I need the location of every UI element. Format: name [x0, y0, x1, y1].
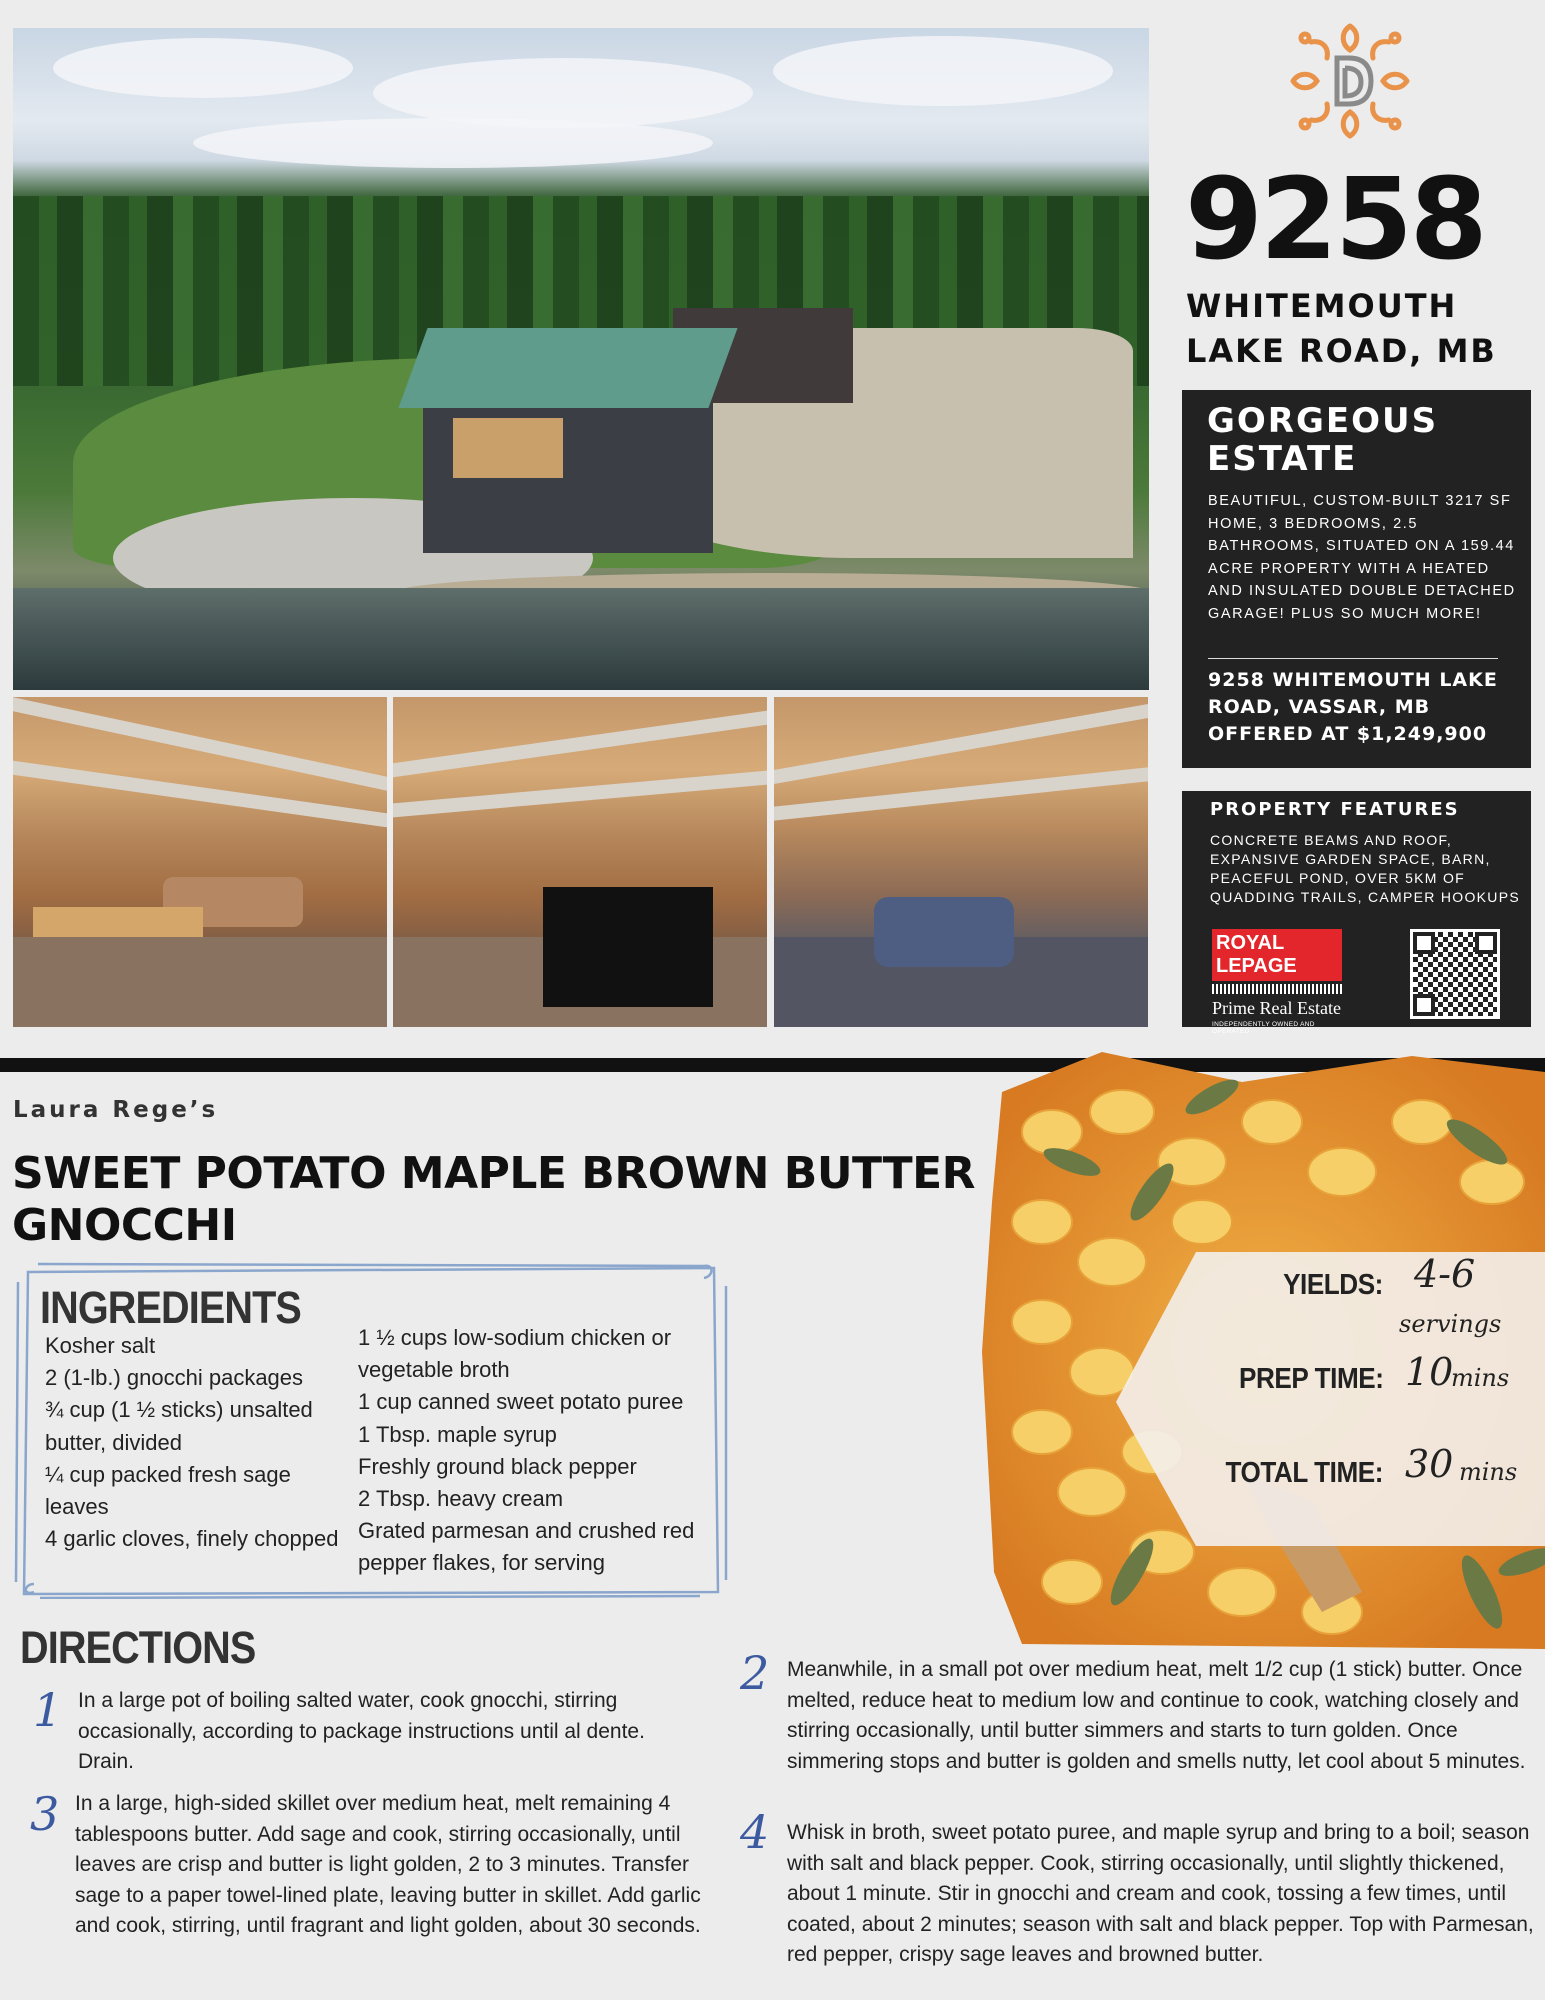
- ingredient-item: ¾ cup (1 ½ sticks) unsalted butter, divided: [45, 1397, 313, 1455]
- d-monogram-ornament-icon: [1283, 18, 1417, 144]
- step-text: In a large pot of boiling salted water, cook gnocchi, stirring occasionally, according to package instructions until al dente. Drain.: [78, 1689, 645, 1773]
- features-text: CONCRETE BEAMS AND ROOF, EXPANSIVE GARDEN SPACE, BARN, PEACEFUL POND, OVER 5KM OF QUADDING TRAILS, CAMPER HOOKUPS: [1210, 832, 1520, 905]
- interior-photo-living: [774, 697, 1148, 1027]
- step-text: Meanwhile, in a small pot over medium heat, melt 1/2 cup (1 stick) butter. Once melted, reduce heat to medium low and continue to cook, watching closely and stirring occasionally, until butter simmers and starts to turn golden. Once simmering stops and butter is golden and smells nutty, let cool about 5 minutes.: [787, 1658, 1526, 1773]
- ingredient-item: ¼ cup packed fresh sage leaves: [45, 1461, 291, 1520]
- qr-code-icon[interactable]: [1410, 929, 1500, 1019]
- ingredient-item: 1 cup canned sweet potato puree: [358, 1389, 684, 1415]
- address-street: WHITEMOUTH LAKE ROAD, MB: [1186, 287, 1497, 370]
- estate-summary-panel: [1182, 390, 1531, 768]
- brokerage-tagline: INDEPENDENTLY OWNED AND OPERATED: [1212, 1021, 1315, 1035]
- hero-aerial-photo: [13, 28, 1149, 690]
- divider: [1208, 658, 1498, 659]
- brokerage-brand: ROYAL LEPAGE: [1212, 929, 1342, 981]
- ingredient-item: Grated parmesan and crushed red pepper flakes, for serving: [358, 1518, 695, 1576]
- brokerage-stripes: [1212, 984, 1342, 994]
- ingredients-list-right: [358, 1322, 728, 1580]
- ingredient-item: 2 Tbsp. heavy cream: [358, 1486, 564, 1512]
- ingredients-title: INGREDIENTS: [40, 1282, 301, 1333]
- offer-price: [1208, 667, 1518, 748]
- total-time-label: TOTAL TIME:: [1225, 1457, 1383, 1489]
- total-time-unit: mins: [1459, 1458, 1518, 1486]
- ingredient-item: Freshly ground black pepper: [358, 1453, 637, 1479]
- recipe-title: SWEET POTATO MAPLE BROWN BUTTER GNOCCHI: [12, 1148, 976, 1251]
- step-number: 2: [740, 1646, 770, 1700]
- ingredient-item: 1 Tbsp. maple syrup: [358, 1421, 557, 1447]
- interior-photo-kitchen: [393, 697, 767, 1027]
- offer-line: OFFERED AT $1,249,900: [1208, 723, 1488, 745]
- step-text: Whisk in broth, sweet potato puree, and maple syrup and bring to a boil; season with salt and black pepper. Cook, stirring occasionally, until slightly thickened, about 1 minute. Stir in gnocchi and cream and cook, tossing a few times, until coated, about 2 minutes; season with salt and black pepper. Top with Parmesan, red pepper, crispy sage leaves and browned butter.: [787, 1821, 1534, 1966]
- step-text: In a large, high-sided skillet over medium heat, melt remaining 4 tablespoons butter. Add sage and cook, stirring occasionally, until leaves are crisp and butter is light golden, 2 to 3 minutes. Transfer sage to a paper towel-lined plate, leaving butter in skillet. Add garlic and cook, stirring, until fragrant and light golden, about 30 seconds.: [75, 1792, 701, 1937]
- step-number: 1: [33, 1683, 63, 1737]
- ingredient-item: Kosher salt: [45, 1333, 156, 1358]
- prep-time-label: PREP TIME:: [1238, 1363, 1383, 1395]
- estate-title-line: GORGEOUS: [1207, 401, 1439, 441]
- ingredient-item: 4 garlic cloves, finely chopped: [45, 1526, 339, 1552]
- prep-time-value: 10: [1405, 1350, 1454, 1394]
- recipe-time-card: [1116, 1252, 1545, 1546]
- step-number: 3: [30, 1787, 60, 1841]
- brokerage-office: Prime Real Estate: [1212, 998, 1341, 1018]
- interior-photo-dining: [13, 697, 387, 1027]
- estate-title: [1207, 402, 1438, 478]
- property-features-panel: [1182, 791, 1531, 1035]
- recipe-author: Laura Rege’s: [13, 1097, 219, 1123]
- ingredient-item: 1 ½ cups low-sodium chicken or vegetable broth: [358, 1325, 672, 1383]
- offer-line: ROAD, VASSAR, MB: [1208, 696, 1431, 718]
- estate-title-line: ESTATE: [1207, 439, 1358, 479]
- directions-title: DIRECTIONS: [20, 1622, 256, 1673]
- prep-time-unit: mins: [1451, 1364, 1510, 1392]
- estate-description: BEAUTIFUL, CUSTOM-BUILT 3217 SF HOME, 3 BEDROOMS, 2.5 BATHROOMS, SITUATED ON A 159.44 ACRE PROPERTY WITH A HEATED AND INSULATED DOUBLE DETACHED GARAGE! PLUS SO MUCH MORE!: [1208, 493, 1516, 622]
- ingredient-item: 2 (1-lb.) gnocchi packages: [45, 1365, 304, 1391]
- address-number: 9258: [1185, 155, 1485, 285]
- step-number: 4: [740, 1805, 770, 1859]
- yields-label: YIELDS:: [1283, 1269, 1383, 1301]
- total-time-value: 30: [1405, 1442, 1454, 1486]
- features-title: PROPERTY FEATURES: [1210, 799, 1460, 820]
- yields-unit: servings: [1399, 1310, 1502, 1338]
- brokerage-logo: [1212, 929, 1342, 1035]
- offer-line: 9258 WHITEMOUTH LAKE: [1208, 669, 1498, 691]
- ingredients-list-left: [45, 1330, 345, 1555]
- yields-value: 4-6: [1414, 1252, 1476, 1296]
